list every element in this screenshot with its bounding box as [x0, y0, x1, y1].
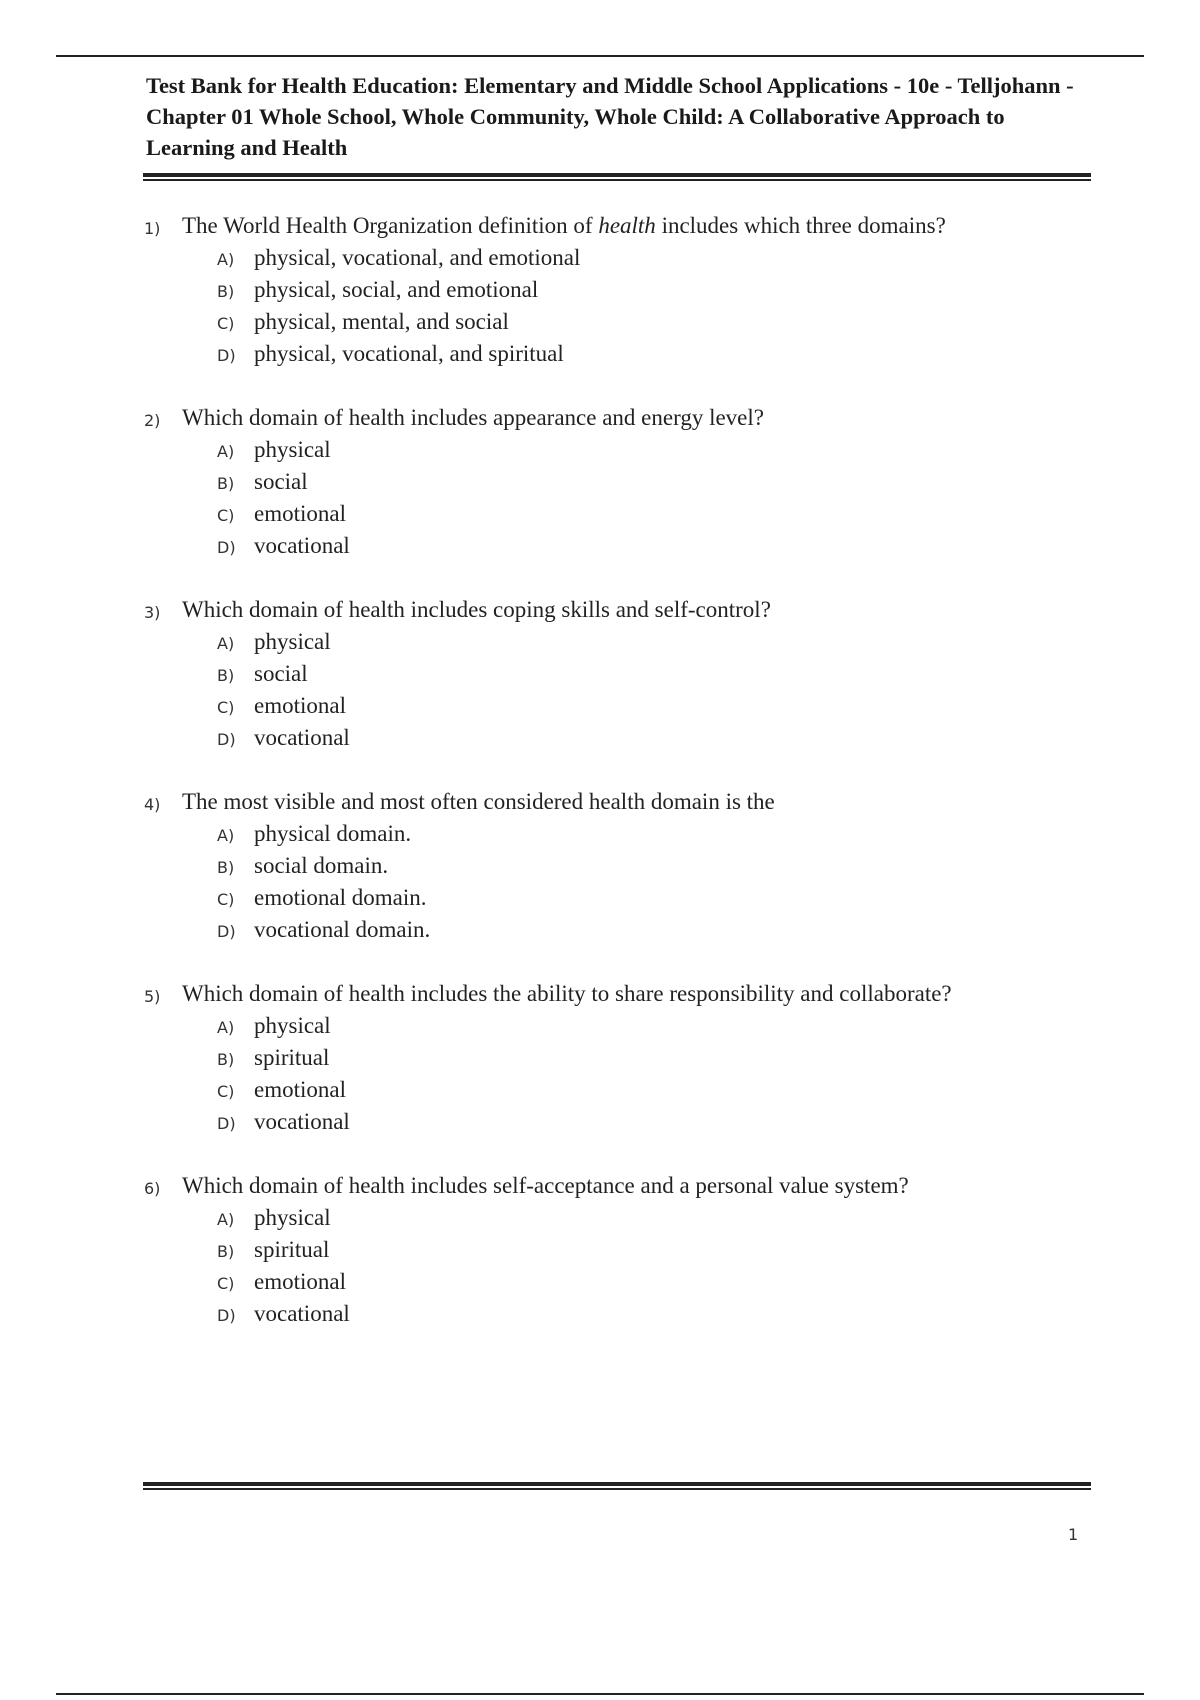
option-text: vocational — [254, 1109, 350, 1134]
option-letter: D) — [217, 1306, 236, 1325]
question-number: 3) — [144, 603, 161, 622]
answer-option[interactable] — [0, 1298, 1200, 1330]
answer-option[interactable] — [0, 274, 1200, 306]
option-text: vocational domain. — [254, 917, 431, 942]
question-5 — [0, 978, 1200, 1170]
question-number: 4) — [144, 795, 161, 814]
option-text: vocational — [254, 1301, 350, 1326]
answer-option[interactable] — [0, 1234, 1200, 1266]
option-text: physical — [254, 437, 331, 462]
option-letter: A) — [217, 634, 235, 653]
option-letter: C) — [217, 506, 235, 525]
answer-option[interactable] — [0, 306, 1200, 338]
question-text: Which domain of health includes coping skills and self-control? — [182, 597, 771, 622]
option-letter: B) — [217, 282, 235, 301]
option-letter: B) — [217, 858, 235, 877]
answer-option[interactable] — [0, 1042, 1200, 1074]
question-list — [0, 210, 1200, 1362]
answer-option[interactable] — [0, 1074, 1200, 1106]
question-text: The World Health Organization definition of health includes which three domains? — [182, 213, 946, 238]
option-text: social — [254, 469, 308, 494]
option-text: social domain. — [254, 853, 389, 878]
option-letter: A) — [217, 1018, 235, 1037]
option-letter: D) — [217, 1114, 236, 1133]
answer-option[interactable] — [0, 882, 1200, 914]
question-text: Which domain of health includes the ability to share responsibility and collaborate? — [182, 981, 952, 1006]
question-number: 5) — [144, 987, 161, 1006]
question-2 — [0, 402, 1200, 594]
option-letter: C) — [217, 1082, 235, 1101]
question-6 — [0, 1170, 1200, 1362]
answer-option[interactable] — [0, 690, 1200, 722]
option-letter: C) — [217, 314, 235, 333]
question-4 — [0, 786, 1200, 978]
question-number: 6) — [144, 1179, 161, 1198]
option-letter: C) — [217, 890, 235, 909]
answer-option[interactable] — [0, 626, 1200, 658]
page-bottom-rule — [56, 1693, 1144, 1695]
option-letter: A) — [217, 250, 235, 269]
option-letter: C) — [217, 698, 235, 717]
header-double-rule — [143, 173, 1091, 181]
option-letter: D) — [217, 538, 236, 557]
answer-option[interactable] — [0, 1106, 1200, 1138]
option-letter: A) — [217, 1210, 235, 1229]
option-text: spiritual — [254, 1045, 330, 1070]
question-text: Which domain of health includes self-acceptance and a personal value system? — [182, 1173, 909, 1198]
answer-option[interactable] — [0, 850, 1200, 882]
option-letter: A) — [217, 826, 235, 845]
option-text: emotional — [254, 501, 346, 526]
option-text: spiritual — [254, 1237, 330, 1262]
option-text: physical domain. — [254, 821, 412, 846]
option-text: physical — [254, 1013, 331, 1038]
page-top-rule — [56, 55, 1144, 57]
question-number: 2) — [144, 411, 161, 430]
answer-option[interactable] — [0, 658, 1200, 690]
question-3 — [0, 594, 1200, 786]
option-text: emotional domain. — [254, 885, 427, 910]
option-text: social — [254, 661, 308, 686]
option-text: vocational — [254, 533, 350, 558]
answer-option[interactable] — [0, 1010, 1200, 1042]
option-text: emotional — [254, 1077, 346, 1102]
emphasized-term: health — [598, 213, 656, 238]
option-text: physical — [254, 1205, 331, 1230]
option-letter: A) — [217, 442, 235, 461]
option-text: physical — [254, 629, 331, 654]
option-letter: C) — [217, 1274, 235, 1293]
question-text: The most visible and most often considered health domain is the — [182, 789, 775, 814]
answer-option[interactable] — [0, 434, 1200, 466]
option-text: physical, vocational, and spiritual — [254, 341, 564, 366]
option-letter: D) — [217, 346, 236, 365]
question-1 — [0, 210, 1200, 402]
answer-option[interactable] — [0, 914, 1200, 946]
option-text: physical, social, and emotional — [254, 277, 539, 302]
answer-option[interactable] — [0, 722, 1200, 754]
footer-double-rule — [143, 1482, 1091, 1490]
answer-option[interactable] — [0, 338, 1200, 370]
answer-option[interactable] — [0, 498, 1200, 530]
answer-option[interactable] — [0, 818, 1200, 850]
option-letter: D) — [217, 730, 236, 749]
option-text: emotional — [254, 1269, 346, 1294]
question-text: Which domain of health includes appearance and energy level? — [182, 405, 764, 430]
option-text: physical, mental, and social — [254, 309, 509, 334]
page-number: 1 — [1068, 1525, 1079, 1544]
answer-option[interactable] — [0, 1266, 1200, 1298]
option-letter: B) — [217, 1242, 235, 1261]
answer-option[interactable] — [0, 466, 1200, 498]
option-letter: B) — [217, 474, 235, 493]
option-letter: B) — [217, 666, 235, 685]
option-letter: B) — [217, 1050, 235, 1069]
question-number: 1) — [144, 219, 161, 238]
option-text: emotional — [254, 693, 346, 718]
option-text: physical, vocational, and emotional — [254, 245, 581, 270]
document-title: Test Bank for Health Education: Elementary and Middle School Applications - 10e - Telljohann - Chapter 01 Whole School, Whole Community, Whole Child: A Collaborative Approach to Learning and Health — [146, 73, 1074, 160]
answer-option[interactable] — [0, 530, 1200, 562]
answer-option[interactable] — [0, 242, 1200, 274]
option-letter: D) — [217, 922, 236, 941]
answer-option[interactable] — [0, 1202, 1200, 1234]
option-text: vocational — [254, 725, 350, 750]
